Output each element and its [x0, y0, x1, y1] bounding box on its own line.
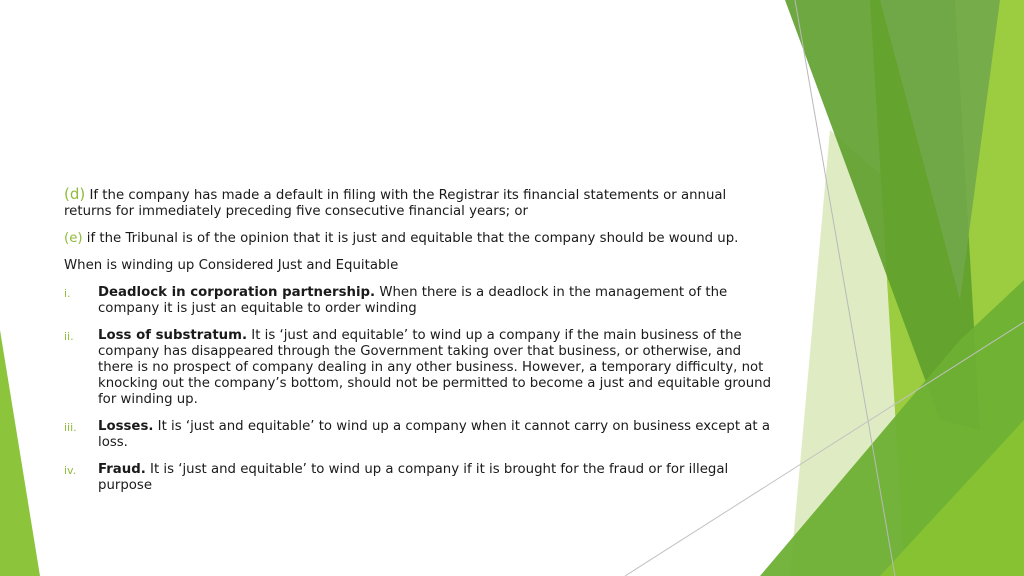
list-number: ii.	[64, 330, 74, 343]
list-item	[64, 328, 776, 408]
list-text: It is ‘just and equitable’ to wind up a company if it is brought for the fraud or for illegal purpose	[98, 462, 729, 493]
list-item	[64, 419, 776, 451]
list-term: Losses.	[98, 419, 154, 434]
list-text: It is ‘just and equitable’ to wind up a company when it cannot carry on business except at a loss.	[98, 419, 770, 450]
paragraph-text: if the Tribunal is of the opinion that it is just and equitable that the company should be wound up.	[86, 231, 739, 246]
paragraph-d	[64, 186, 776, 220]
list-item	[64, 285, 776, 317]
list-number: iv.	[64, 464, 77, 477]
list-item	[64, 462, 776, 494]
list-text: When there is a deadlock in the management of the company it is just an equitable to order winding	[98, 285, 728, 316]
section-heading: When is winding up Considered Just and Equitable	[64, 258, 399, 273]
list-number: i.	[64, 287, 71, 300]
list-term: Deadlock in corporation partnership.	[98, 285, 376, 300]
slide-body	[64, 186, 776, 505]
list-term: Loss of substratum.	[98, 328, 248, 343]
ground-list	[64, 285, 776, 494]
list-text: It is ‘just and equitable’ to wind up a company if the main business of the company has disappeared through the Government taking over that business, or otherwise, and there is no prospect of company dealing in any other business. However, a temporary difficulty, not knocking out the company’s bottom, should not be permitted to become a just and equitable ground for winding up.	[98, 328, 772, 407]
list-term: Fraud.	[98, 462, 146, 477]
paragraph-letter: (d)	[64, 185, 86, 203]
list-number: iii.	[64, 421, 77, 434]
paragraph-text: If the company has made a default in filing with the Registrar its financial statements or annual returns for immediately preceding five consecutive financial years; or	[64, 188, 727, 219]
paragraph-e	[64, 231, 776, 247]
paragraph-letter: (e)	[64, 231, 83, 246]
decor-shape-left	[0, 330, 40, 576]
